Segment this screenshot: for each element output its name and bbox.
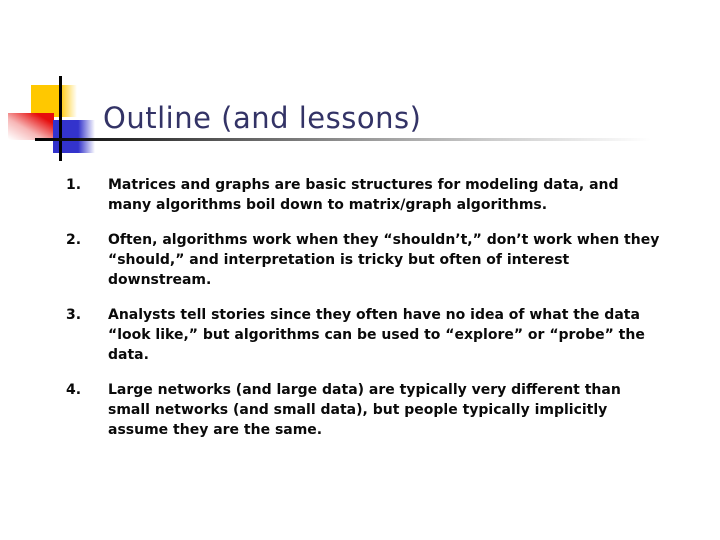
item-text: Large networks (and large data) are typically very different than small networks (and small data), but people typically implicitly assume they are the same.	[108, 382, 621, 438]
item-number: 3.	[66, 307, 82, 323]
vertical-line	[59, 76, 62, 161]
item-text: Analysts tell stories since they often have no idea of what the data “look like,” but algorithms can be used to “explore” or “probe” the data.	[108, 307, 645, 363]
slide-title: Outline (and lessons)	[103, 101, 422, 135]
list-item	[66, 305, 666, 365]
item-number: 4.	[66, 382, 82, 398]
item-number: 2.	[66, 232, 82, 248]
horizontal-rule	[35, 138, 670, 141]
outline-list	[66, 175, 666, 455]
title-decoration	[0, 0, 720, 170]
item-number: 1.	[66, 177, 82, 193]
list-item	[66, 175, 666, 215]
item-text: Often, algorithms work when they “shouldn’t,” don’t work when they “should,” and interpretation is tricky but often of interest downstream.	[108, 232, 660, 288]
red-square	[8, 113, 54, 140]
list-item	[66, 380, 666, 440]
list-item	[66, 230, 666, 290]
item-text: Matrices and graphs are basic structures for modeling data, and many algorithms boil down to matrix/graph algorithms.	[108, 177, 619, 213]
